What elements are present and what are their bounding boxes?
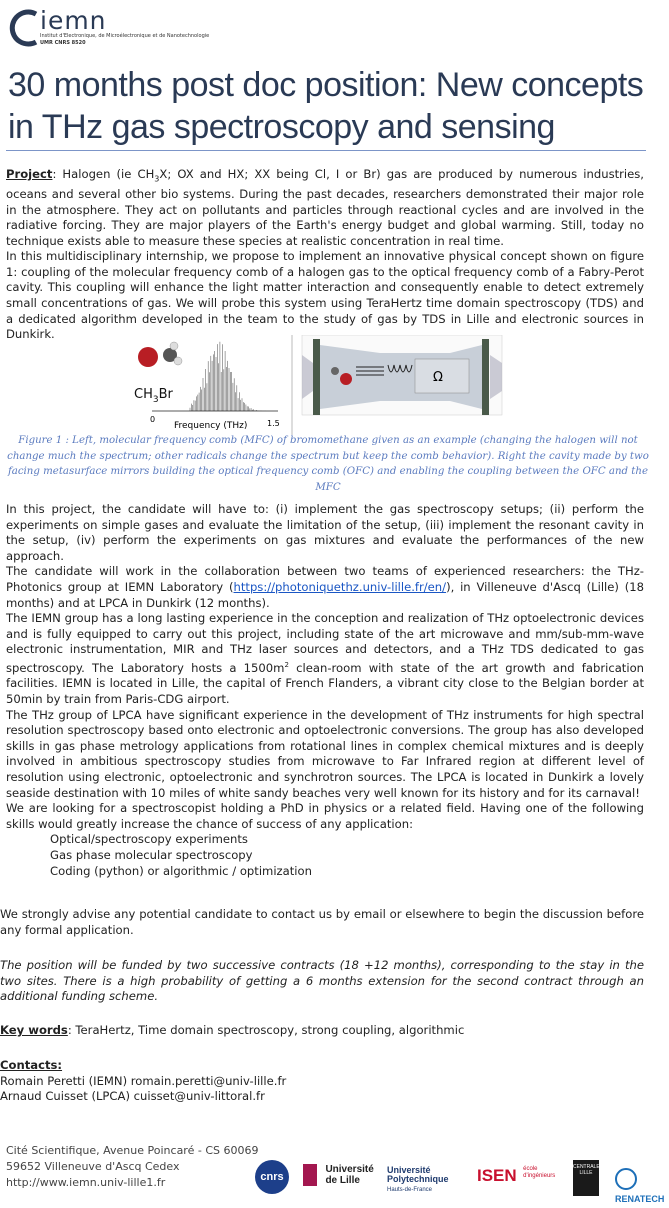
keywords-label: Key words xyxy=(0,1023,68,1037)
partner-logos xyxy=(255,1158,667,1204)
funding-paragraph: The position will be funded by two successive contracts (18 +12 months), corresponding to the stay in the two sites. There is a high probability of getting a 6 months extension for the second contract through an additional funding scheme. xyxy=(0,958,644,1004)
uphf-logo: Université Polytechnique Hauts-de-France xyxy=(387,1165,449,1193)
figure-1-graphic xyxy=(130,335,520,435)
axis-tick-0: 0 xyxy=(150,415,156,424)
centrale-logo: CENTRALE LILLE xyxy=(573,1160,599,1196)
lpca-paragraph: The THz group of LPCA have significant experience in the development of THz instruments for high spectral resolution spectroscopy based onto electronic and optoelectronic conversions. The group has also developed skills in gas phase metrology applications from rotational lines in complex chemical mixtures and is deeply involved in ambitious spectroscopy studies from microwave to Far Infrared region at different level of resolution using electronic, optoelectronic and synchrotron sources. The LPCA is located in Dunkirk a lovely seaside destination with 10 miles of white sandy beaches very well known for its history and for its carnaval! xyxy=(6,707,644,800)
footer-url[interactable]: http://www.iemn.univ-lille1.fr xyxy=(6,1176,166,1189)
svg-text:CH3Br: $CH_3Br$ xyxy=(134,387,173,405)
iemn-logo-mark xyxy=(6,8,40,52)
footer-address: Cité Scientifique, Avenue Poincaré - CS 60069 59652 Villeneuve d'Ascq Cedex http://www.iemn.univ-lille1.fr xyxy=(6,1144,259,1189)
figure-1 xyxy=(130,335,520,435)
axis-label: Frequency (THz) xyxy=(174,421,248,431)
bromine-atom xyxy=(138,347,158,367)
skill-item: Coding (python) or algorithmic / optimization xyxy=(50,863,312,878)
renatech-logo: RENATECH xyxy=(615,1168,667,1208)
title-divider xyxy=(6,150,646,151)
advise-paragraph: We strongly advise any potential candidate to contact us by email or elsewhere to begin the discussion before any formal application. xyxy=(0,907,644,937)
iemn-logo-name: iemn xyxy=(40,6,107,35)
skill-item: Gas phase molecular spectroscopy xyxy=(50,847,253,862)
iemn-logo-subtitle: Institut d'Electronique, de Microélectronique et de Nanotechnologie UMR CNRS 8520 xyxy=(40,33,210,46)
photonique-link[interactable]: https://photoniquethz.univ-lille.fr/en/ xyxy=(233,579,447,594)
project-label: Project xyxy=(6,167,53,181)
left-mirror xyxy=(313,339,320,415)
axis-tick-1-5: 1.5 xyxy=(267,419,280,428)
page-title: 30 months post doc position: New concepts in THz gas spectroscopy and sensing xyxy=(8,66,644,146)
project-details: In this project, the candidate will have to: (i) implement the gas spectroscopy setups; (ii) perform the experiments on simple gases and evaluate the limitation of the setup, (iii) implement the resonant cavity in the setup, (iv) perform the experiments on gas mixtures and evaluate the performances of the new approach. The candidate will work in the collaboration between two teams of experienced researchers: the THz-Photonics group at IEMN Laboratory (https://photoniquethz.univ-lille.fr/en/), in Villeneuve d'Ascq (Lille) (18 months) and at LPCA in Dunkirk (12 months). The IEMN group has a long lasting experience in the conception and realization of THz optoelectronic devices and is fully equipped to carry out this project, including state of the art microwave and mm/sub-mm-wave electronic instrumentation, MIR and THz laser sources and detectors, and a THz TDS dedicated to gas spectroscopy. The Laboratory hosts a $1500m^2$ clean-room with state of the art growth and fabrication facilities. IEMN is located in Lille, the capital of French Flanders, a vibrant city close to the Belgian border at 50min by train from Paris-CDG airport. The THz group of LPCA have significant experience in the development of THz instruments for high spectral resolution spectroscopy based onto electronic and optoelectronic conversions. The group has also developed skills in gas phase metrology applications from rotational lines in complex chemical mixtures and is deeply involved in ambitious spectroscopy studies from microwave to Far Infrared region at different level of resolution using electronic, optoelectronic and synchrotron sources. The LPCA is located in Dunkirk a lovely seaside destination with 10 miles of white sandy beaches very well known for its history and for its carnaval! We are looking for a spectroscopist holding a PhD in physics or a related field. Having one of the following skills would greatly increase the chance of success of any application: Optical/spectroscopy experiments Gas phase molecular spectroscopy Coding (python) or algorithmic / optimization xyxy=(6,502,645,878)
tasks-paragraph: In this project, the candidate will have to: (i) implement the gas spectroscopy setups; (ii) perform the experiments on simple gases and evaluate the limitation of the setup, (iii) implement the resonant cavity in the setup, (iv) perform the experiments on gas mixtures and evaluate the performances of the new approach. xyxy=(6,502,644,563)
contacts xyxy=(0,1058,644,1105)
skills-list xyxy=(50,832,644,879)
contact-cuisset: Arnaud Cuisset (LPCA) cuisset@univ-littoral.fr xyxy=(0,1089,265,1104)
cnrs-logo: cnrs xyxy=(255,1160,289,1194)
lille-logo: Université de Lille xyxy=(303,1164,374,1188)
profile-paragraph: We are looking for a spectroscopist holding a PhD in physics or a related field. Having one of the following skills would greatly increase the chance of success of any application: xyxy=(6,801,644,831)
project-section: Project: Halogen (ie $CH_3X$; OX and HX; XX being Cl, I or Br) gas are produced by numerous industries, oceans and several other bio systems. During the past decades, researchers demonstrated their major role in the atmosphere. They act on pollutants and particles through reactional cycles and are involved in the radiative forcing. They are major players of the Earth's energy budget and global warming. Still, today no technique exists able to measure these species at realistic concentration in real time. In this multidisciplinary internship, we propose to implement an innovative physical concept shown on figure 1: coupling of the molecular frequency comb of a halogen gas to the optical frequency comb of a Fabry-Perot cavity. This coupling will enhance the light matter interaction and consequently enable to detect extremely small concentrations of gas. We will probe this system using TeraHertz time domain spectroscopy (TDS) and a dedicated algorithm developed in the team to the study of gas by TDS in Lille and electronic sources in Dunkirk. xyxy=(6,167,644,342)
figure-caption: Figure 1 : Left, molecular frequency comb (MFC) of bromomethane given as an example (changing the halogen will not change much the spectrum; other radicals change the spectrum but keep the comb behavior). Right the cavity made by two facing metasurface mirrors building the optical frequency comb (OFC) and enabling the coupling between the OFC and the MFC xyxy=(7,435,649,493)
contact-peretti: Romain Peretti (IEMN) romain.peretti@univ-lille.fr xyxy=(0,1073,287,1088)
isen-logo: ISEN école d'ingénieurs xyxy=(477,1166,556,1185)
right-mirror xyxy=(482,339,489,415)
svg-text:Ω: Ω xyxy=(433,370,443,385)
skill-item: Optical/spectroscopy experiments xyxy=(50,832,248,847)
frequency-comb-spectrum xyxy=(190,342,267,411)
keywords: Key words: TeraHertz, Time domain spectroscopy, strong coupling, algorithmic xyxy=(0,1023,465,1037)
contacts-label: Contacts: xyxy=(0,1058,63,1072)
project-concept: In this multidisciplinary internship, we propose to implement an innovative physical concept shown on figure 1: coupling of the molecular frequency comb of a halogen gas to the optical frequency comb of a Fabry-Perot cavity. This coupling will enhance the light matter interaction and consequently enable to detect extremely small concentrations of gas. We will probe this system using TeraHertz time domain spectroscopy (TDS) and a dedicated algorithm developed in the team to the study of gas by TDS in Lille and electronic sources in Dunkirk. xyxy=(6,249,644,342)
